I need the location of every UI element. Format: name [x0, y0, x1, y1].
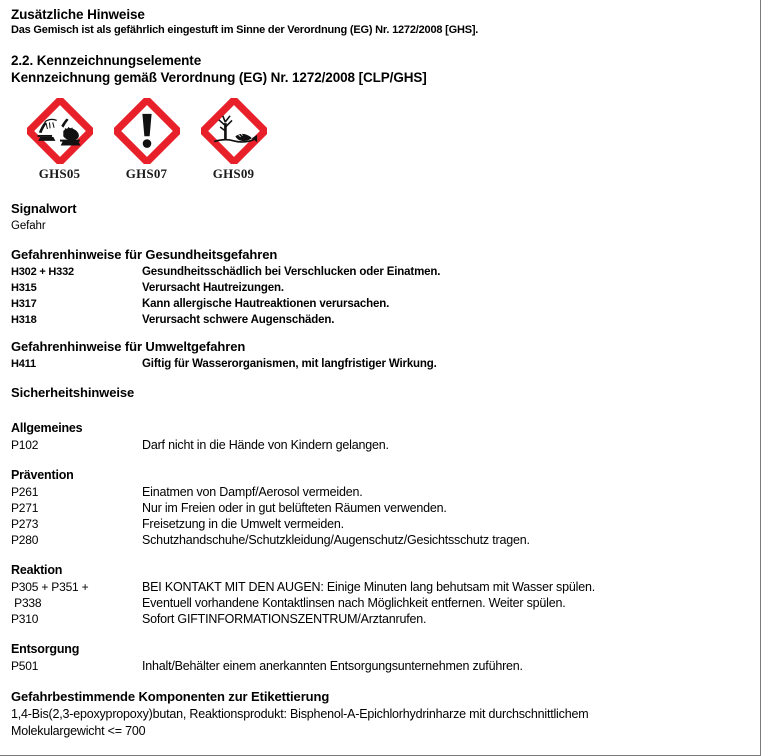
precautionary-statement-row	[11, 595, 760, 611]
hazard-text: Giftig für Wasserorganismen, mit langfristiger Wirkung.	[142, 358, 437, 370]
precautionary-group-title-entsorgung: Entsorgung	[11, 642, 80, 656]
environmental-hazards-heading: Gefahrenhinweise für Umweltgefahren	[11, 339, 246, 354]
precautionary-statement-row	[11, 516, 760, 532]
precautionary-statement-row	[11, 484, 760, 500]
precautionary-code: P273	[11, 517, 39, 531]
ghs-pictogram-code: GHS07	[125, 166, 168, 181]
precautionary-statement-row	[11, 658, 760, 674]
hazard-statement-row	[11, 264, 760, 280]
precautionary-text: Darf nicht in die Hände von Kindern gelangen.	[142, 438, 389, 452]
precautionary-code: P501	[11, 659, 39, 673]
precautionary-statement-row	[11, 532, 760, 548]
hazard-text: Verursacht schwere Augenschäden.	[142, 314, 335, 326]
precautionary-text: Nur im Freien oder in gut belüfteten Räumen verwenden.	[142, 501, 447, 515]
precautionary-text: Freisetzung in die Umwelt vermeiden.	[142, 517, 344, 531]
hazardous-components-heading: Gefahrbestimmende Komponenten zur Etikettierung	[11, 689, 330, 704]
hazard-code: H411	[11, 358, 36, 370]
ghs-pictogram-code: GHS09	[212, 166, 255, 181]
precautionary-statement-row	[11, 437, 760, 453]
precautionary-text: Einatmen von Dampf/Aerosol vermeiden.	[142, 485, 363, 499]
precautionary-statement-row	[11, 579, 760, 595]
hazard-statement-row	[11, 280, 760, 296]
hazard-code: H315	[11, 282, 37, 294]
corrosion-icon	[27, 98, 93, 164]
hazard-code: H317	[11, 298, 37, 310]
ghs-pictogram-ghs07	[103, 98, 190, 182]
hazard-text: Gesundheitsschädlich bei Verschlucken oder Einatmen.	[142, 266, 441, 278]
precautionary-text: Sofort GIFTINFORMATIONSZENTRUM/Arztanrufen.	[142, 612, 427, 626]
precautionary-group-title-reaktion: Reaktion	[11, 563, 63, 577]
precautionary-code: P102	[11, 438, 39, 452]
hazardous-components-line-2: Molekulargewicht <= 700	[11, 724, 146, 738]
hazard-code: H302 + H332	[11, 266, 74, 278]
precautionary-group-title-praevention: Prävention	[11, 468, 74, 482]
ghs-pictogram-ghs09	[190, 98, 277, 182]
precautionary-statement-row	[11, 500, 760, 516]
hazard-text: Kann allergische Hautreaktionen verursachen.	[142, 298, 390, 310]
signal-word-value: Gefahr	[11, 220, 46, 232]
health-hazards-heading: Gefahrenhinweise für Gesundheitsgefahren	[11, 247, 278, 262]
precautionary-code: P338	[11, 596, 42, 610]
hazardous-components-line-1: 1,4-Bis(2,3-epoxypropoxy)butan, Reaktionsprodukt: Bisphenol-A-Epichlorhydrinharze mit durchschnittlichem	[11, 707, 589, 721]
ghs-pictogram-code: GHS05	[38, 166, 81, 181]
precautionary-code: P310	[11, 612, 39, 626]
section-subtitle: Kennzeichnung gemäß Verordnung (EG) Nr. 1272/2008 [CLP/GHS]	[11, 70, 427, 85]
additional-notes-heading: Zusätzliche Hinweise	[11, 7, 145, 22]
precautionary-code: P271	[11, 501, 39, 515]
exclamation-mark-icon	[114, 98, 180, 164]
precautionary-text: Eventuell vorhandene Kontaktlinsen nach Möglichkeit entfernen. Weiter spülen.	[142, 596, 566, 610]
hazard-code: H318	[11, 314, 37, 326]
hazard-statement-row	[11, 356, 760, 372]
precautionary-code: P280	[11, 533, 39, 547]
hazard-statement-row	[11, 296, 760, 312]
precautionary-heading: Sicherheitshinweise	[11, 385, 135, 400]
environment-icon	[201, 98, 267, 164]
precautionary-text: Inhalt/Behälter einem anerkannten Entsorgungsunternehmen zuführen.	[142, 659, 523, 673]
hazard-text: Verursacht Hautreizungen.	[142, 282, 284, 294]
hazard-statement-row	[11, 312, 760, 328]
ghs-pictogram-row	[11, 98, 760, 182]
precautionary-code: P305 + P351 +	[11, 580, 89, 594]
signal-word-heading: Signalwort	[11, 201, 77, 216]
section-number-title: 2.2. Kennzeichnungselemente	[11, 53, 202, 68]
precautionary-text: BEI KONTAKT MIT DEN AUGEN: Einige Minuten lang behutsam mit Wasser spülen.	[142, 580, 595, 594]
precautionary-statement-row	[11, 611, 760, 627]
additional-notes-text: Das Gemisch ist als gefährlich eingestuft im Sinne der Verordnung (EG) Nr. 1272/2008 [GHS].	[11, 24, 479, 36]
precautionary-text: Schutzhandschuhe/Schutzkleidung/Augenschutz/Gesichtsschutz tragen.	[142, 533, 530, 547]
precautionary-group-title-allgemeines: Allgemeines	[11, 421, 83, 435]
precautionary-code: P261	[11, 485, 39, 499]
ghs-pictogram-ghs05	[16, 98, 103, 182]
